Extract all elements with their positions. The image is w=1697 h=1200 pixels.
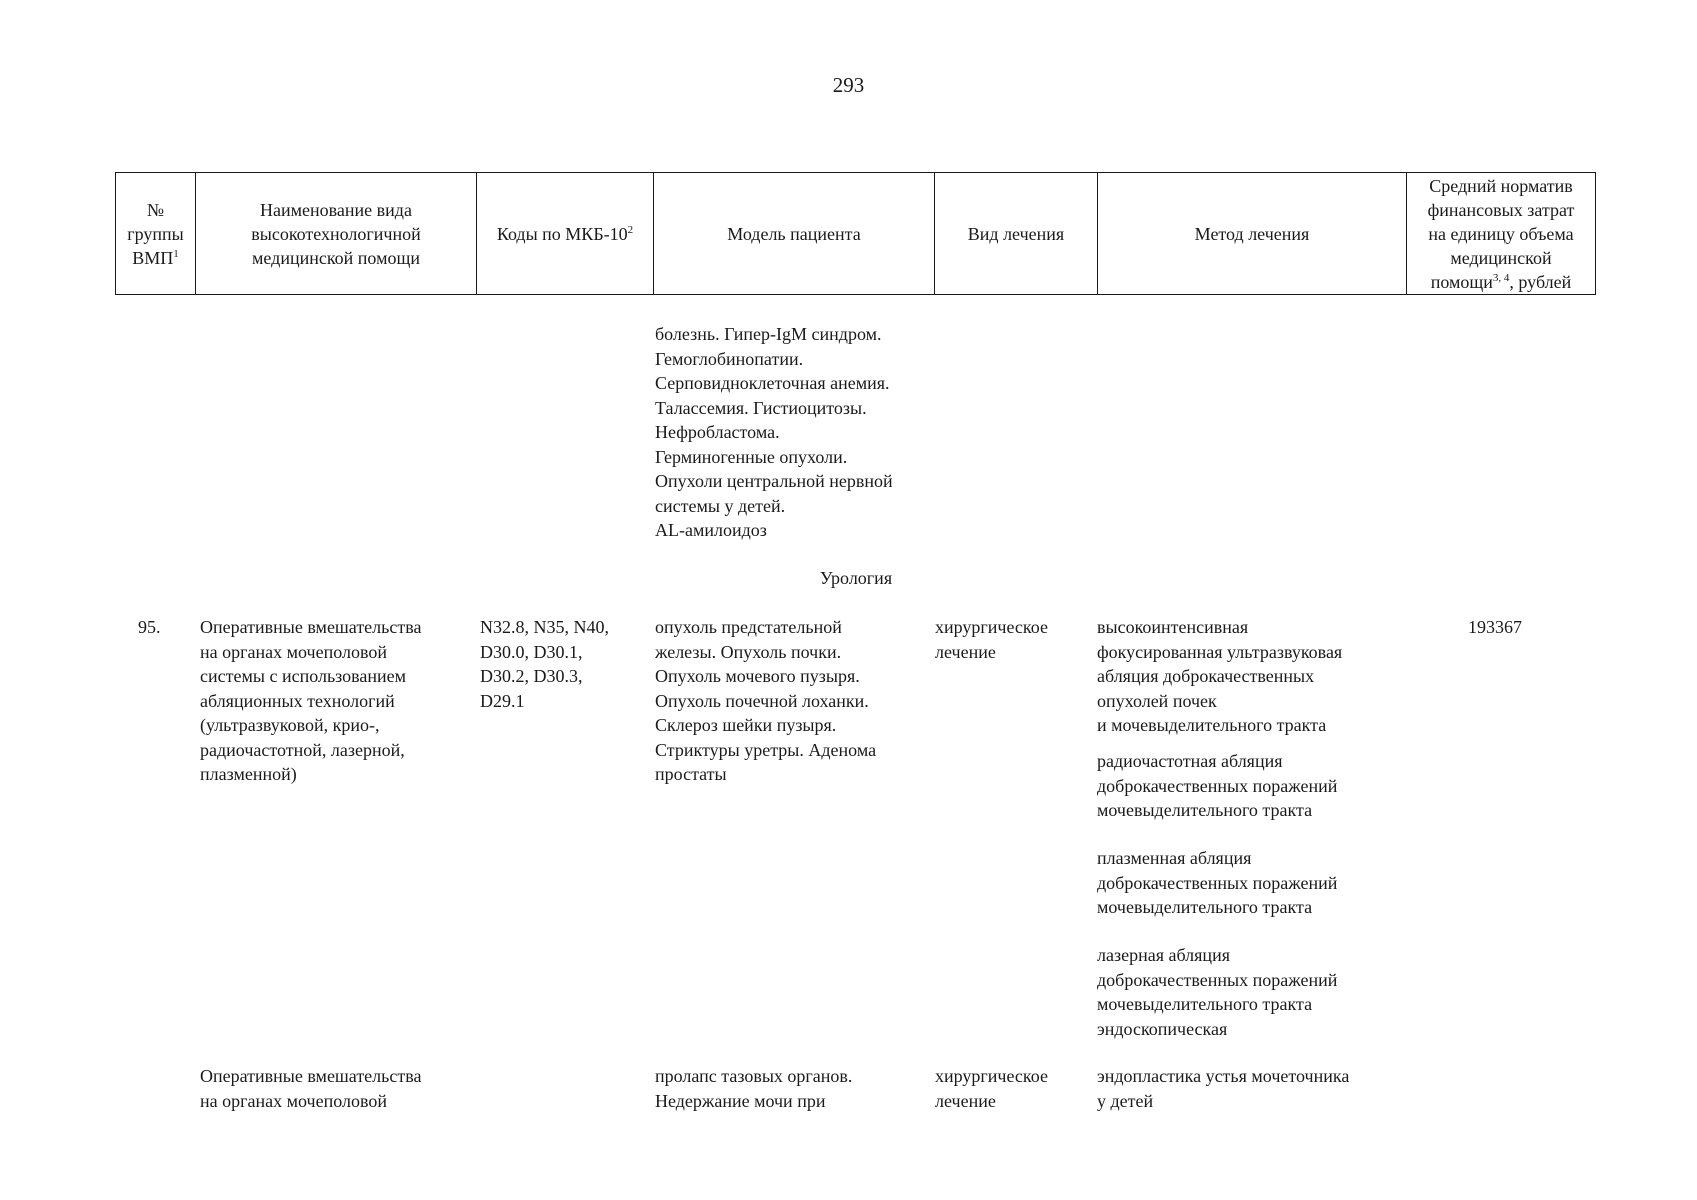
continued-patient-model: болезнь. Гипер-IgM синдром. Гемоглобинопатии. Серповидноклеточная анемия. Талассемия. Гистиоцитозы. Нефробластома. Герминогенные опухоли. Опухоли центральной нервной системы у детей. AL-амилоидоз — [655, 324, 893, 540]
row-patient-model: опухоль предстательной железы. Опухоль почки. Опухоль мочевого пузыря. Опухоль почечной лоханки. Склероз шейки пузыря. Стриктуры уретры. Аденома простаты — [655, 617, 877, 784]
row-method-radiofrequency: радиочастотная абляция доброкачественных поражений мочевыделительного тракта — [1097, 751, 1338, 820]
row2-care-type-name: Оперативные вмешательства на органах мочеполовой — [200, 1066, 422, 1111]
row-cost: 193367 — [1468, 617, 1522, 637]
row-method-hifu: высокоинтенсивная фокусированная ультразвуковая абляция доброкачественных опухолей почек и мочевыделительного тракта — [1097, 617, 1343, 735]
row-care-type-name: Оперативные вмешательства на органах мочеполовой системы с использованием абляционных технологий (ультразвуковой, крио-, радиочастотной, лазерной, плазменной) — [200, 617, 422, 784]
row2-treatment-type: хирургическое лечение — [935, 1066, 1048, 1111]
section-title: Урология — [819, 568, 893, 588]
row2-patient-model: пролапс тазовых органов. Недержание мочи при — [655, 1066, 853, 1111]
page-number: 293 — [832, 73, 865, 97]
header-icd-codes: Коды по МКБ-$10^2$ — [477, 173, 654, 295]
header-patient-model: Модель пациента — [654, 173, 935, 295]
header-care-type-name: Наименование вида высокотехнологичной медицинской помощи — [196, 173, 477, 295]
header-group-number: № группы ВМП$^1$ — [116, 173, 196, 295]
row-number: 95. — [138, 617, 161, 637]
row-icd-codes: N32.8, N35, N40, D30.0, D30.1, D30.2, D30.3, D29.1 — [480, 617, 609, 711]
header-treatment-type: Вид лечения — [935, 173, 1098, 295]
header-treatment-method: Метод лечения — [1098, 173, 1407, 295]
row-method-plasma: плазменная абляция доброкачественных поражений мочевыделительного тракта — [1097, 848, 1338, 917]
header-cost-norm: Средний норматив финансовых затрат на единицу объема медицинской помощи$^{3, 4}$, рублей — [1407, 173, 1596, 295]
row-treatment-type: хирургическое лечение — [935, 617, 1048, 662]
row2-method: эндопластика устья мочеточника у детей — [1097, 1066, 1350, 1111]
row-method-laser: лазерная абляция доброкачественных поражений мочевыделительного тракта эндоскопическая — [1097, 945, 1338, 1039]
table-header — [115, 172, 1596, 295]
